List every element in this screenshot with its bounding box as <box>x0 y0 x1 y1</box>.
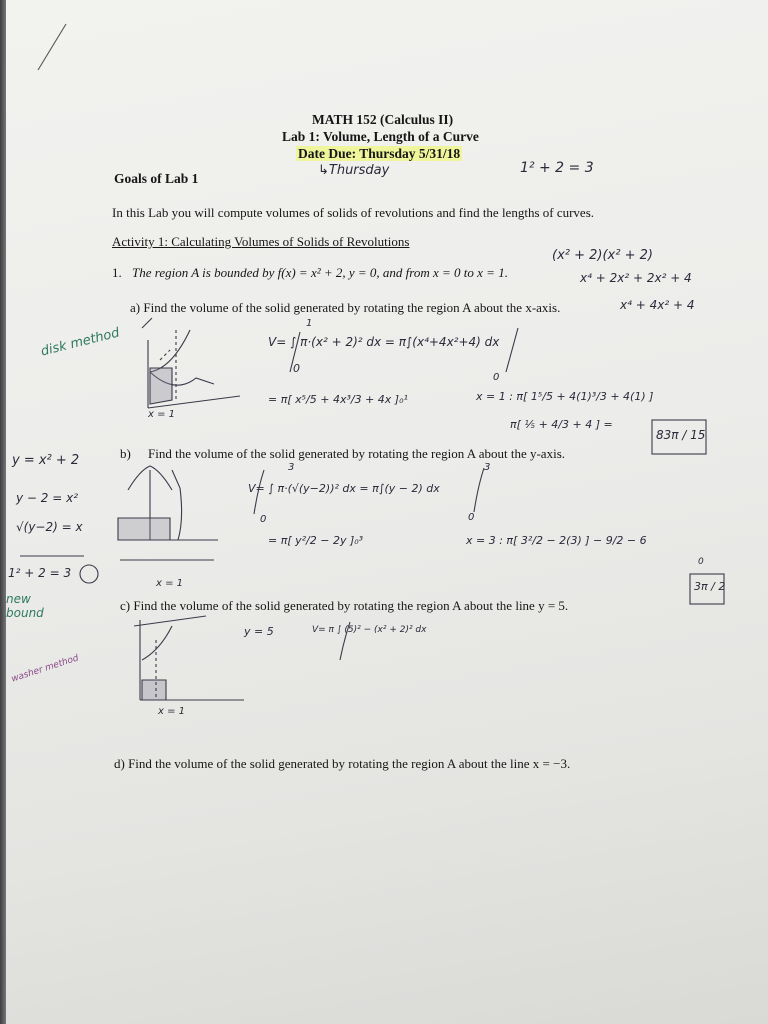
hw-expand-1: (x² + 2)(x² + 2) <box>552 248 653 263</box>
problem-number: 1. <box>112 265 122 280</box>
circled-three <box>80 565 98 583</box>
question-b: Find the volume of the solid generated by rotating the region A about the y-axis. <box>148 446 565 461</box>
hw-a-integral: V= ∫ π·(x² + 2)² dx = π∫(x⁴+4x²+4) dx <box>268 335 500 349</box>
stray-pen-line <box>38 24 66 70</box>
graph-a-sketch <box>142 318 240 408</box>
hw-c-x1: x = 1 <box>158 706 186 717</box>
integral-sign-a2 <box>506 328 518 372</box>
hw-c-integral: V= π ∫ (5)² − (x² + 2)² dx <box>312 625 427 635</box>
hw-c-y5: y = 5 <box>244 625 274 638</box>
hw-new-bound: new bound <box>6 592 44 620</box>
question-a: a) Find the volume of the solid generated by rotating the region A about the x-axis. <box>130 300 561 315</box>
hw-a-x1: x = 1 <box>148 409 176 420</box>
hw-b-upper: 3 <box>288 462 295 473</box>
goals-heading: Goals of Lab 1 <box>114 171 199 186</box>
hw-b-x1: x = 1 <box>156 578 184 589</box>
hw-a-antideriv: = π[ x⁵/5 + 4x³/3 + 4x ]₀¹ <box>268 393 408 406</box>
hw-a-answer: 83π / 15 <box>656 428 706 442</box>
hw-b-lower: 0 <box>260 514 267 525</box>
due-date: Date Due: Thursday 5/31/18 <box>298 146 461 161</box>
hw-b-zero: 0 <box>698 557 704 567</box>
hw-expand-3: x⁴ + 4x² + 4 <box>620 298 695 312</box>
hw-washer: washer method <box>10 653 80 685</box>
hw-eq-top: 1² + 2 = 3 <box>520 160 594 176</box>
problem-text: The region A is bounded by f(x) = x² + 2, y = 0, and from x = 0 to x = 1. <box>132 265 508 280</box>
question-d: d) Find the volume of the solid generated by rotating the region A about the line x = −3. <box>114 756 571 771</box>
activity-heading: Activity 1: Calculating Volumes of Solids of Revolutions <box>112 234 410 249</box>
hw-new-eq: 1² + 2 = 3 <box>8 566 72 580</box>
hw-b-answer: 3π / 2 <box>694 580 726 593</box>
hw-b-lower-2: 0 <box>468 512 475 523</box>
question-b-label: b) <box>120 446 131 461</box>
hw-disk-method: disk method <box>39 325 122 360</box>
hw-a-upper: 1 <box>306 318 313 329</box>
hw-b-upper-2: 3 <box>484 462 491 473</box>
hw-b-eval: x = 3 : π[ 3²/2 − 2(3) ] − 9/2 − 6 <box>466 534 647 547</box>
hw-a-lower: 0 <box>293 362 300 375</box>
intro-text: In this Lab you will compute volumes of solids of revolutions and find the lengths of curves. <box>112 205 595 220</box>
hw-thursday: ↳Thursday <box>318 163 390 178</box>
hw-a-simplify: π[ ⅕ + 4/3 + 4 ] = <box>510 418 613 431</box>
graph-b-sketch <box>118 466 218 560</box>
hw-expand-2: x⁴ + 2x² + 2x² + 4 <box>580 271 692 285</box>
hw-y-eq: y = x² + 2 <box>12 453 80 468</box>
hw-a-lower-2: 0 <box>493 372 500 383</box>
graph-c-sketch <box>134 616 244 700</box>
hw-a-eval: x = 1 : π[ 1⁵/5 + 4(1)³/3 + 4(1) ] <box>476 390 654 403</box>
integral-sign-b2 <box>474 468 484 512</box>
hw-b-antideriv: = π[ y²/2 − 2y ]₀³ <box>268 534 364 547</box>
course-title: MATH 152 (Calculus II) <box>312 112 454 127</box>
lab-title: Lab 1: Volume, Length of a Curve <box>282 129 479 144</box>
hw-y-minus: y − 2 = x² <box>16 491 79 505</box>
hw-y-sqrt: √(y−2) = x <box>16 520 83 534</box>
hw-b-integral: V= ∫ π·(√(y−2))² dx = π∫(y − 2) dx <box>248 482 440 495</box>
question-c: c) Find the volume of the solid generated by rotating the region A about the line y = 5. <box>120 598 569 613</box>
